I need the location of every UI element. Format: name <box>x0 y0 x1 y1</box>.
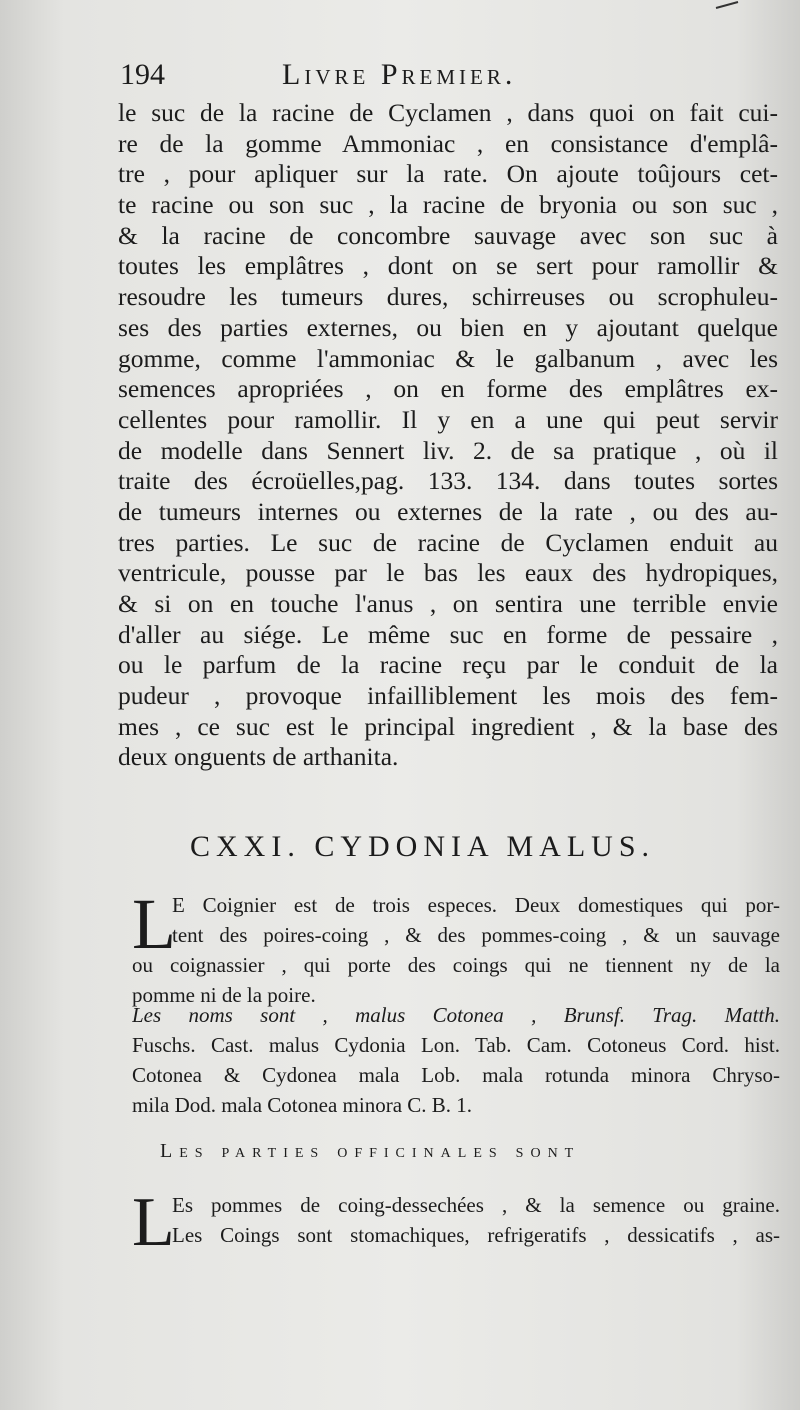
text-line: Fuschs. Cast. malus Cydonia Lon. Tab. Cam. Cotoneus Cord. hist. <box>132 1033 780 1057</box>
text-line: tres parties. Le suc de racine de Cyclamen enduit au <box>118 527 778 557</box>
text-line: de tumeurs internes ou externes de la rate , ou des au- <box>118 496 778 526</box>
officinal-paragraph <box>132 1184 780 1261</box>
sub-heading: Les parties officinales sont <box>160 1140 581 1162</box>
text-line: pudeur , provoque infailliblement les mois des fem- <box>118 681 778 711</box>
text-line: & la racine de concombre sauvage avec son suc à <box>118 220 778 250</box>
text-line: d'aller au siége. Le même suc en forme de pessaire , <box>118 619 778 649</box>
text-line: ou coignassier , qui porte des coings qui ne tiennent ny de la <box>132 953 780 977</box>
text-line: toutes les emplâtres , dont on se sert pour ramollir & <box>118 251 778 281</box>
text-line: mes , ce suc est le principal ingredient , & la base des <box>118 711 778 741</box>
text-line: ses des parties externes, ou bien en y ajoutant quelque <box>118 312 778 342</box>
text-line: Les Coings sont stomachiques, refrigeratifs , dessicatifs , as- <box>172 1223 780 1247</box>
text-line: tent des poires-coing , & des pommes-coing , & un sauvage <box>172 923 780 947</box>
text-line-last: mila Dod. mala Cotonea minora C. B. 1. <box>132 1093 473 1117</box>
text-line: Es pommes de coing-dessechées , & la semence ou graine. <box>172 1193 780 1217</box>
text-line: Les noms sont , malus Cotonea , Brunsf. Trag. Matth. <box>132 1003 780 1027</box>
names-paragraph <box>132 1000 780 1120</box>
text-line: ventricule, pousse par le bas les eaux des hydropiques, <box>118 558 778 588</box>
text-line: resoudre les tumeurs dures, schirreuses ou scrophuleu- <box>118 282 778 312</box>
text-line: de modelle dans Sennert liv. 2. de sa pratique , où il <box>118 435 778 465</box>
ink-mark-icon <box>714 0 740 10</box>
text-line: semences apropriées , on en forme des emplâtres ex- <box>118 374 778 404</box>
drop-cap: L <box>132 884 176 964</box>
text-line: te racine ou son suc , la racine de bryonia ou son suc , <box>118 190 778 220</box>
main-paragraph <box>118 98 778 773</box>
text-line: ou le parfum de la racine reçu par le conduit de la <box>118 650 778 680</box>
page-header <box>112 58 752 98</box>
text-line: gomme, comme l'ammoniac & le galbanum , avec les <box>118 343 778 373</box>
text-line-last: deux onguents de arthanita. <box>118 742 399 772</box>
text-line: Cotonea & Cydonea mala Lob. mala rotunda minora Chryso- <box>132 1063 780 1087</box>
description-paragraph <box>132 884 780 1010</box>
drop-cap: L <box>132 1184 175 1261</box>
text-line: E Coignier est de trois especes. Deux domestiques qui por- <box>172 893 780 917</box>
text-line: & si on en touche l'anus , on sentira une terrible envie <box>118 589 778 618</box>
running-head: Livre Premier. <box>282 58 517 91</box>
text-line: le suc de la racine de Cyclamen , dans quoi on fait cui- <box>118 98 778 127</box>
text-line: tre , pour apliquer sur la rate. On ajoute toûjours cet- <box>118 159 778 189</box>
text-line: re de la gomme Ammoniac , en consistance d'emplâ- <box>118 128 778 158</box>
section-title: CXXI. CYDONIA MALUS. <box>190 830 656 863</box>
text-line: cellentes pour ramollir. Il y en a une qui peut servir <box>118 404 778 434</box>
text-line-last: pomme ni de la poire. <box>132 983 316 1007</box>
text-line: traite des écroüelles,pag. 133. 134. dans toutes sortes <box>118 466 778 496</box>
page-number: 194 <box>120 58 165 91</box>
